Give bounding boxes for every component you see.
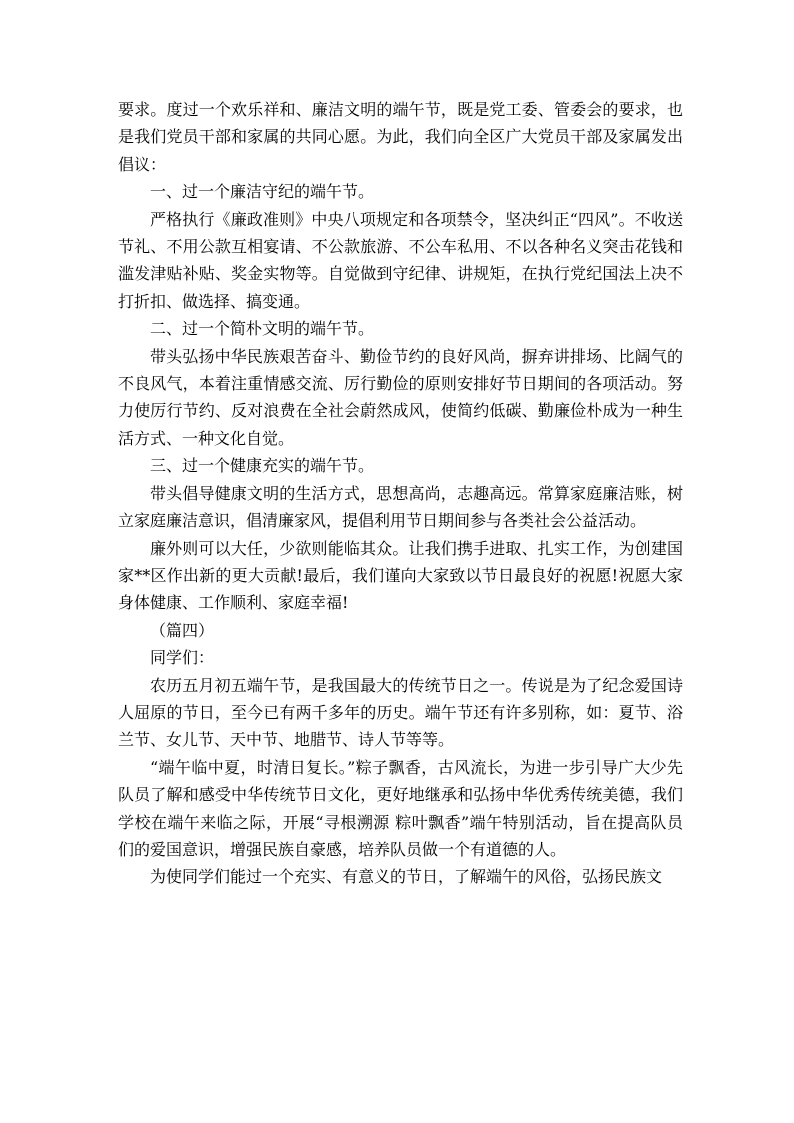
paragraph-activity: “端午临中夏，时清日复长。”粽子飘香，古风流长，为进一步引导广大少先队员了解和感受中华传统节日文化，更好地继承和弘扬中华优秀传统美德，我们学校在端午来临之际，开展“寻根溯源 粽叶飘香”端午特别活动，旨在提高队员们的爱国意识，增强民族自豪感，培养队员做一个有道德的人。 <box>118 757 683 859</box>
section-heading-1: 一、过一个廉洁守纪的端午节。 <box>150 182 375 202</box>
paragraph-purpose: 为使同学们能过一个充实、有意义的节日，了解端午的风俗，弘扬民族文 <box>150 867 663 887</box>
part-four-heading: （篇四） <box>150 620 215 640</box>
document-body <box>118 96 683 891</box>
section-heading-3: 三、过一个健康充实的端午节。 <box>150 456 375 476</box>
paragraph-health: 带头倡导健康文明的生活方式，思想高尚，志趣高远。常算家庭廉洁账，树立家庭廉洁意识，倡清廉家风，提倡利用节日期间参与各类社会公益活动。 <box>118 483 683 531</box>
section-heading-2: 二、过一个简朴文明的端午节。 <box>150 319 375 339</box>
paragraph-festival-intro: 农历五月初五端午节，是我国最大的传统节日之一。传说是为了纪念爱国诗人屈原的节日，至今已有两千多年的历史。端午节还有许多别称，如：夏节、浴兰节、女儿节、天中节、地腊节、诗人节等等。 <box>118 675 683 750</box>
paragraph-frugality: 带头弘扬中华民族艰苦奋斗、勤俭节约的良好风尚，摒弃讲排场、比阔气的不良风气，本着注重情感交流、厉行勤俭的原则安排好节日期间的各项活动。努力使厉行节约、反对浪费在全社会蔚然成风，使简约低碳、勤廉俭朴成为一种生活方式、一种文化自觉。 <box>118 346 683 448</box>
paragraph-integrity: 严格执行《廉政准则》中央八项规定和各项禁令，坚决纠正“四风”。不收送节礼、不用公款互相宴请、不公款旅游、不公车私用、不以各种名义突击花钱和滥发津贴补贴、奖金实物等。自觉做到守纪律、讲规矩，在执行党纪国法上决不打折扣、做选择、搞变通。 <box>118 209 683 311</box>
paragraph-closing: 廉外则可以大任，少欲则能临其众。让我们携手进取、扎实工作，为创建国家**区作出新的更大贡献!最后，我们谨向大家致以节日最良好的祝愿!祝愿大家身体健康、工作顺利、家庭幸福! <box>118 538 683 613</box>
paragraph-opening: 要求。度过一个欢乐祥和、廉洁文明的端午节，既是党工委、管委会的要求，也是我们党员干部和家属的共同心愿。为此，我们向全区广大党员干部及家属发出倡议： <box>118 100 683 174</box>
salutation: 同学们： <box>150 648 215 668</box>
